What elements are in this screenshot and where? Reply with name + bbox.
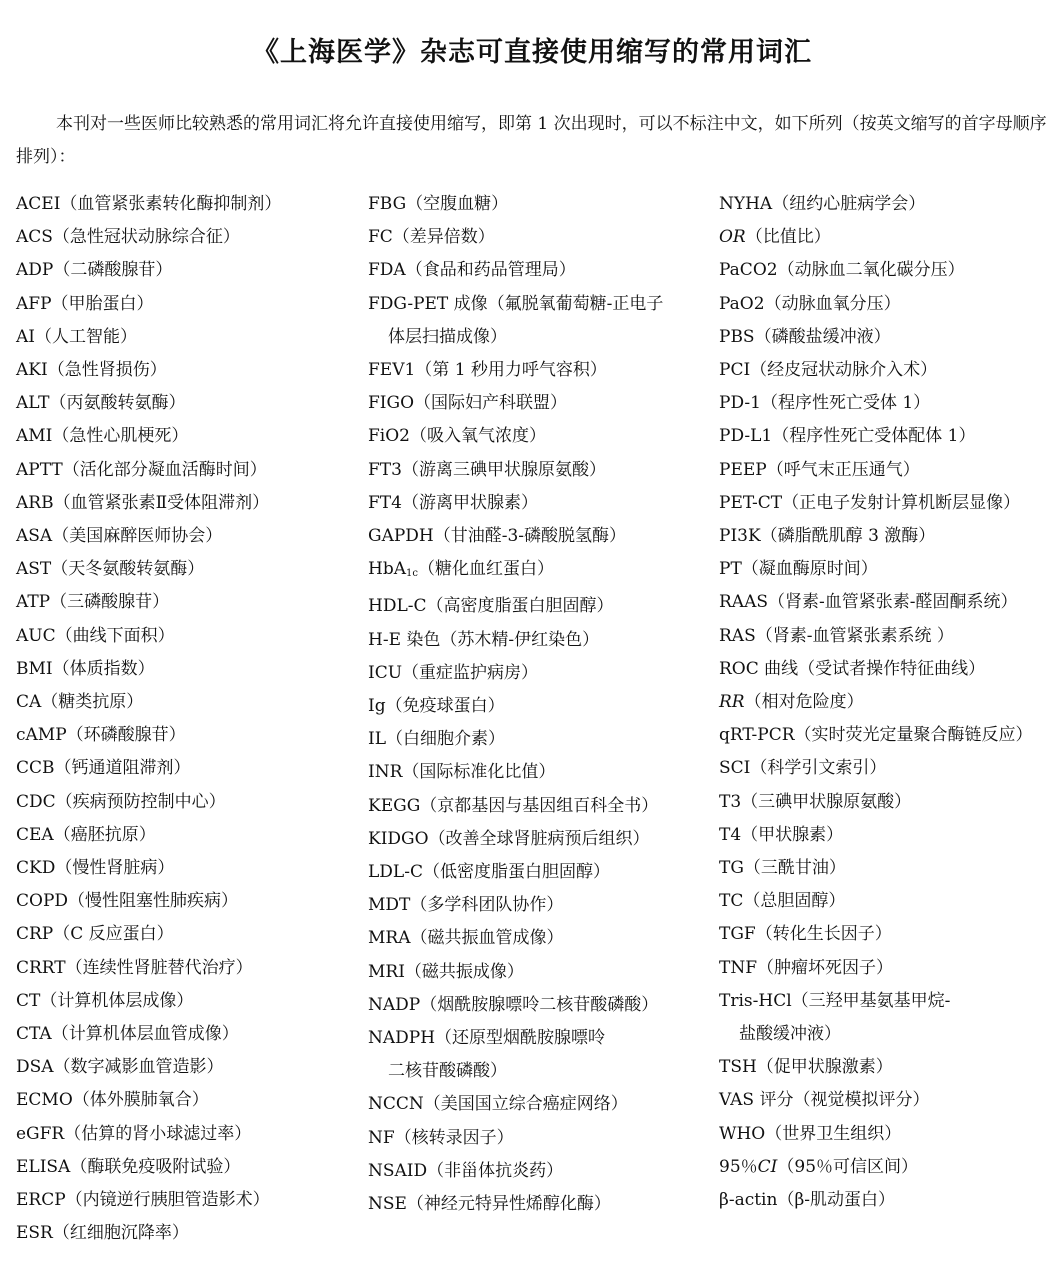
list-item: eGFR（估算的肾小球滤过率） (16, 1123, 252, 1144)
hba1c-definition: （糖化血红蛋白） (417, 559, 554, 580)
rr-definition: （相对危险度） (744, 692, 864, 713)
list-item: NADPH（还原型烟酰胺腺嘌呤 (368, 1028, 606, 1049)
list-item: ADP（二磷酸腺苷） (16, 260, 173, 281)
or-definition: （比值比） (745, 227, 831, 248)
list-item: TGF（转化生长因子） (719, 924, 892, 945)
list-item: PCI（经皮冠状动脉介入术） (719, 360, 938, 381)
abbreviation-column-3 (719, 188, 1064, 1217)
list-item: FDA（食品和药品管理局） (368, 260, 576, 281)
list-item: COPD（慢性阻塞性肺疾病） (16, 891, 239, 912)
abbreviation-column-1 (16, 188, 361, 1251)
list-item: FDG-PET 成像（氟脱氧葡萄糖-正电子 (368, 293, 664, 314)
ci-definition: （95％可信区间） (777, 1156, 919, 1177)
list-item: PBS（磷酸盐缓冲液） (719, 326, 891, 347)
list-item: FIGO（国际妇产科联盟） (368, 393, 568, 414)
list-item: ARB（血管紧张素Ⅱ受体阻滞剂） (16, 492, 270, 513)
list-item: TNF（肿瘤坏死因子） (719, 957, 894, 978)
list-item: CRRT（连续性肾脏替代治疗） (16, 957, 253, 978)
or-abbrev: OR (719, 227, 746, 248)
list-item: Tris-HCl（三羟甲基氨基甲烷- (719, 990, 951, 1011)
list-item: T4（甲状腺素） (719, 824, 844, 845)
list-item: NSAID（非甾体抗炎药） (368, 1160, 564, 1181)
list-item: β-actin（β-肌动蛋白） (719, 1190, 896, 1211)
list-item: MRA（磁共振血管成像） (368, 928, 564, 949)
list-item: WHO（世界卫生组织） (719, 1123, 902, 1144)
list-item: ECMO（体外膜肺氧合） (16, 1090, 209, 1111)
list-item: CTA（计算机体层血管成像） (16, 1024, 239, 1045)
list-item: FEV1（第 1 秒用力呼气容积） (368, 360, 607, 381)
list-item-continuation: 二核苷酸磷酸） (388, 1061, 507, 1082)
intro-paragraph: 本刊对一些医师比较熟悉的常用词汇将允许直接使用缩写，即第 1 次出现时，可以不标注中文，如下所列（按英文缩写的首字母顺序排列）： (16, 114, 1047, 167)
list-item: PD-1（程序性死亡受体 1） (719, 393, 931, 414)
ci-prefix: 95％ (719, 1156, 758, 1177)
hba1c-subscript: 1c (405, 568, 418, 580)
list-item: ACEI（血管紧张素转化酶抑制剂） (16, 194, 282, 214)
list-item: NCCN（美国国立综合癌症网络） (368, 1094, 628, 1115)
list-item: PI3K（磷脂酰肌醇 3 激酶） (719, 526, 936, 547)
list-item: CA（糖类抗原） (16, 692, 144, 713)
list-item: APTT（活化部分凝血活酶时间） (16, 459, 267, 480)
list-item: ESR（红细胞沉降率） (16, 1223, 189, 1244)
list-item: KIDGO（改善全球肾脏病预后组织） (368, 828, 650, 849)
list-item: RAS（肾素-血管紧张素系统 ） (719, 625, 954, 646)
list-item: NSE（神经元特异性烯醇化酶） (368, 1194, 611, 1215)
list-item-continuation: 盐酸缓冲液） (739, 1024, 841, 1045)
list-item: FBG（空腹血糖） (368, 194, 509, 214)
list-item: AKI（急性肾损伤） (16, 360, 167, 381)
ci-abbrev: CI (757, 1156, 778, 1177)
list-item: RAAS（肾素-血管紧张素-醛固酮系统） (719, 592, 1018, 613)
list-item: DSA（数字减影血管造影） (16, 1057, 224, 1078)
list-item: FT3（游离三碘甲状腺原氨酸） (368, 459, 606, 480)
list-item: ALT（丙氨酸转氨酶） (16, 393, 186, 414)
list-item: KEGG（京都基因与基因组百科全书） (368, 795, 659, 816)
list-item: CEA（癌胚抗原） (16, 824, 156, 845)
list-item: PaO2（动脉血氧分压） (719, 293, 901, 314)
list-item: FC（差异倍数） (368, 227, 495, 248)
list-item: PEEP（呼气末正压通气） (719, 459, 920, 480)
list-item: HDL-C（高密度脂蛋白胆固醇） (368, 596, 614, 617)
list-item: PaCO2（动脉血二氧化碳分压） (719, 260, 965, 281)
list-item: SCI（科学引文索引） (719, 758, 887, 779)
list-item: ATP（三磷酸腺苷） (16, 592, 170, 613)
list-item-95ci (719, 1151, 1064, 1184)
list-item: PD-L1（程序性死亡受体配体 1） (719, 426, 976, 447)
list-item: PT（凝血酶原时间） (719, 559, 878, 580)
list-item: MDT（多学科团队协作） (368, 895, 564, 916)
list-item: BMI（体质指数） (16, 658, 155, 679)
list-item: T3（三碘甲状腺原氨酸） (719, 791, 912, 812)
list-item-or (719, 221, 1064, 254)
list-item-rr (719, 686, 1064, 719)
list-item: PET-CT（正电子发射计算机断层显像） (719, 492, 1021, 513)
rr-abbrev: RR (719, 692, 745, 713)
abbreviation-column-2 (368, 188, 713, 1221)
list-item: TSH（促甲状腺激素） (719, 1057, 893, 1078)
list-item: GAPDH（甘油醛-3-磷酸脱氢酶） (368, 526, 627, 547)
hba1c-base: HbA (368, 559, 406, 580)
list-item: ACS（急性冠状动脉综合征） (16, 227, 240, 248)
list-item: AUC（曲线下面积） (16, 625, 175, 646)
list-item: ELISA（酶联免疫吸附试验） (16, 1156, 241, 1177)
list-item: INR（国际标准化比值） (368, 762, 556, 783)
list-item: CRP（C 反应蛋白） (16, 924, 174, 945)
list-item: AMI（急性心肌梗死） (16, 426, 189, 447)
list-item: TG（三酰甘油） (719, 858, 846, 879)
list-item: MRI（磁共振成像） (368, 961, 524, 982)
list-item: NYHA（纽约心脏病学会） (719, 194, 926, 214)
page-title: 《上海医学》杂志可直接使用缩写的常用词汇 (252, 37, 812, 68)
list-item: AI（人工智能） (16, 326, 137, 347)
list-item: AFP（甲胎蛋白） (16, 293, 154, 314)
list-item: ICU（重症监护病房） (368, 662, 539, 683)
list-item: Ig（免疫球蛋白） (368, 696, 505, 717)
list-item: NF（核转录因子） (368, 1127, 514, 1148)
list-item: FT4（游离甲状腺素） (368, 492, 538, 513)
list-item-hba1c (368, 553, 713, 590)
list-item: CCB（钙通道阻滞剂） (16, 758, 191, 779)
list-item: H-E 染色（苏木精-伊红染色） (368, 629, 600, 650)
list-item: cAMP（环磷酸腺苷） (16, 725, 186, 746)
list-item: ASA（美国麻醉医师协会） (16, 526, 223, 547)
list-item: CKD（慢性肾脏病） (16, 858, 175, 879)
list-item: VAS 评分（视觉模拟评分） (719, 1090, 930, 1111)
list-item: CDC（疾病预防控制中心） (16, 791, 226, 812)
list-item: FiO2（吸入氧气浓度） (368, 426, 546, 447)
list-item: NADP（烟酰胺腺嘌呤二核苷酸磷酸） (368, 994, 659, 1015)
list-item: AST（天冬氨酸转氨酶） (16, 559, 205, 580)
list-item: ERCP（内镜逆行胰胆管造影术） (16, 1190, 270, 1211)
list-item: ROC 曲线（受试者操作特征曲线） (719, 658, 986, 679)
list-item: IL（白细胞介素） (368, 729, 506, 750)
list-item: CT（计算机体层成像） (16, 990, 194, 1011)
list-item: LDL-C（低密度脂蛋白胆固醇） (368, 862, 610, 883)
list-item-continuation: 体层扫描成像） (388, 326, 507, 347)
list-item: TC（总胆固醇） (719, 891, 846, 912)
list-item: qRT-PCR（实时荧光定量聚合酶链反应） (719, 725, 1033, 746)
